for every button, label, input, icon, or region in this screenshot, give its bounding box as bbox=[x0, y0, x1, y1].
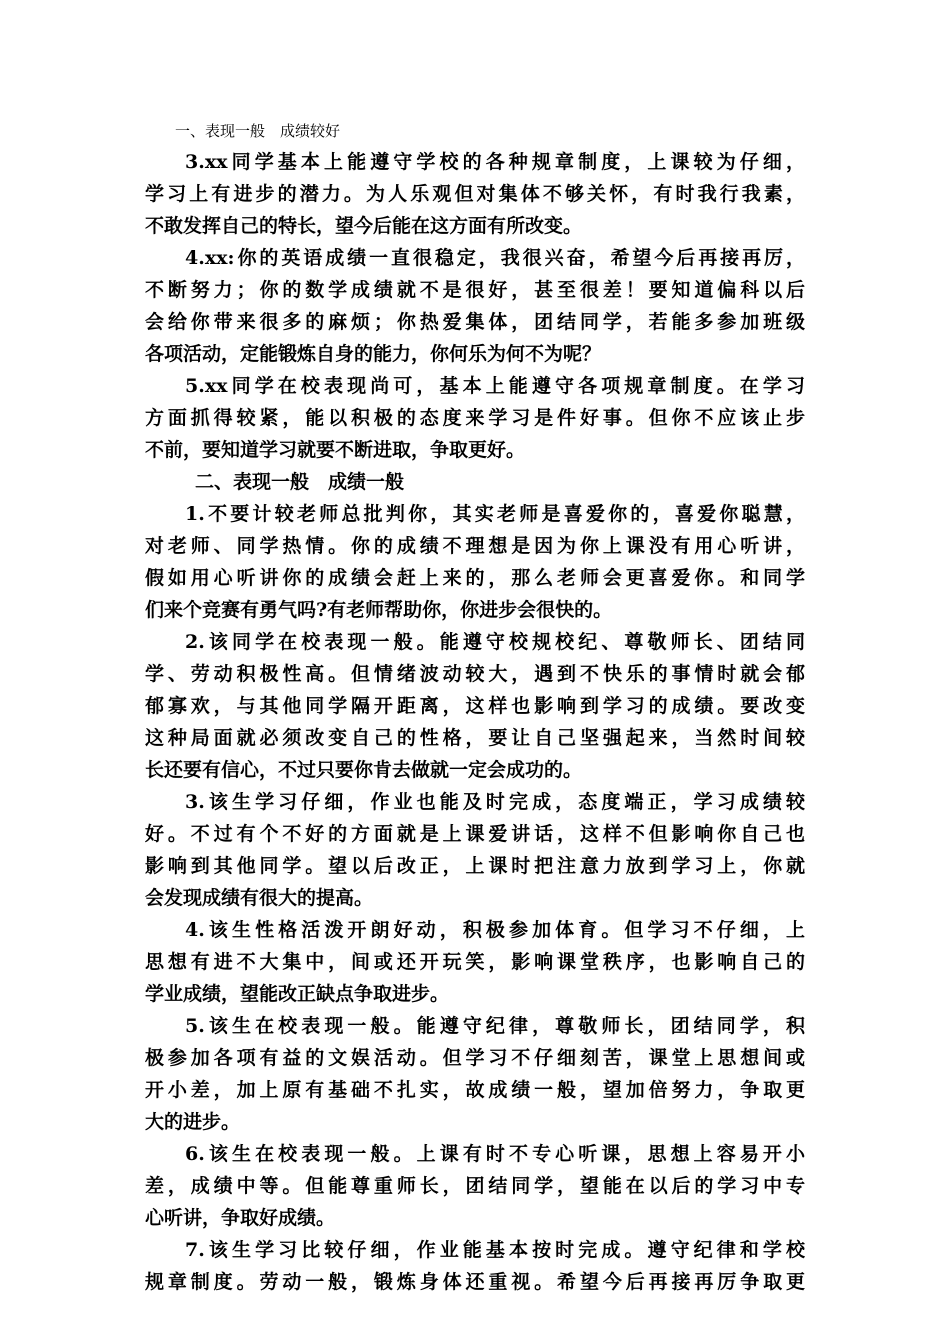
text-line: 开小差，加上原有基础不扎实，故成绩一般，望加倍努力，争取更 bbox=[145, 1079, 805, 1101]
comment-paragraph bbox=[145, 1138, 805, 1234]
text-line: 会给你带来很多的麻烦；你热爱集体，团结同学，若能多参加班级 bbox=[145, 311, 805, 333]
text-line: 4.xx:你的英语成绩一直很稳定，我很兴奋，希望今后再接再厉， bbox=[185, 247, 805, 269]
section-heading: 二、表现一般 成绩一般 bbox=[195, 471, 405, 493]
text-line: 思想有进不大集中，间或还开玩笑，影响课堂秩序，也影响自己的 bbox=[145, 951, 805, 973]
text-line: 大的进步。 bbox=[145, 1111, 241, 1133]
text-line: 各项活动，定能锻炼自身的能力，你何乐为何不为呢？ bbox=[145, 343, 602, 365]
text-line: 不前，要知道学习就要不断进取，争取更好。 bbox=[145, 439, 526, 461]
text-line: 1.不要计较老师总批判你，其实老师是喜爱你的，喜爱你聪慧， bbox=[185, 503, 805, 525]
comment-paragraph bbox=[145, 1234, 805, 1298]
text-line: 影响到其他同学。望以后改正，上课时把注意力放到学习上，你就 bbox=[145, 855, 805, 877]
text-line: 5.xx同学在校表现尚可，基本上能遵守各项规章制度。在学习 bbox=[185, 375, 805, 397]
text-line: 2.该同学在校表现一般。能遵守校规校纪、尊敬师长、团结同 bbox=[185, 631, 805, 653]
text-line: 7.该生学习比较仔细，作业能基本按时完成。遵守纪律和学校 bbox=[185, 1239, 805, 1261]
text-line: 会发现成绩有很大的提高。 bbox=[145, 887, 374, 909]
text-line: 好。不过有个不好的方面就是上课爱讲话，这样不但影响你自己也 bbox=[145, 823, 805, 845]
text-line: 规章制度。劳动一般，锻炼身体还重视。希望今后再接再厉争取更 bbox=[145, 1271, 805, 1293]
text-line: 假如用心听讲你的成绩会赶上来的，那么老师会更喜爱你。和同学 bbox=[145, 567, 805, 589]
text-line: 3.该生学习仔细，作业也能及时完成，态度端正，学习成绩较 bbox=[185, 791, 805, 813]
text-line: 极参加各项有益的文娱活动。但学习不仔细刻苦，课堂上思想间或 bbox=[145, 1047, 805, 1069]
text-line: 学、劳动积极性高。但情绪波动较大，遇到不快乐的事情时就会郁 bbox=[145, 663, 805, 685]
comment-paragraph bbox=[145, 786, 805, 914]
text-line: 长还要有信心，不过只要你肯去做就一定会成功的。 bbox=[145, 759, 583, 781]
comment-paragraph bbox=[145, 1010, 805, 1138]
text-line: 差，成绩中等。但能尊重师长，团结同学，望能在以后的学习中专 bbox=[145, 1175, 805, 1197]
text-line: 郁寡欢，与其他同学隔开距离，这样也影响到学习的成绩。要改变 bbox=[145, 695, 805, 717]
text-line: 3.xx同学基本上能遵守学校的各种规章制度，上课较为仔细， bbox=[185, 151, 805, 173]
text-line: 这种局面就必须改变自己的性格，要让自己坚强起来，当然时间较 bbox=[145, 727, 805, 749]
comment-paragraph bbox=[145, 370, 805, 466]
text-line: 学习上有进步的潜力。为人乐观但对集体不够关怀，有时我行我素， bbox=[145, 183, 805, 205]
text-line: 学业成绩，望能改正缺点争取进步。 bbox=[145, 983, 450, 1005]
text-line: 不敢发挥自己的特长，望今后能在这方面有所改变。 bbox=[145, 215, 583, 237]
text-line: 不断努力；你的数学成绩就不是很好，甚至很差！要知道偏科以后 bbox=[145, 279, 805, 301]
text-line: 心听讲，争取好成绩。 bbox=[145, 1207, 336, 1229]
comment-paragraph bbox=[145, 146, 805, 242]
comment-paragraph bbox=[145, 626, 805, 786]
comment-paragraph bbox=[145, 914, 805, 1010]
text-line: 4.该生性格活泼开朗好动，积极参加体育。但学习不仔细，上 bbox=[185, 919, 805, 941]
comment-paragraph bbox=[145, 242, 805, 370]
text-line: 6.该生在校表现一般。上课有时不专心听课，思想上容易开小 bbox=[185, 1143, 805, 1165]
text-line: 5.该生在校表现一般。能遵守纪律，尊敬师长，团结同学，积 bbox=[185, 1015, 805, 1037]
text-line: 方面抓得较紧，能以积极的态度来学习是件好事。但你不应该止步 bbox=[145, 407, 805, 429]
document-body bbox=[145, 116, 805, 1298]
text-line: 们来个竞赛有勇气吗?有老师帮助你，你进步会很快的。 bbox=[145, 599, 613, 621]
text-line: 对老师、同学热情。你的成绩不理想是因为你上课没有用心听讲， bbox=[145, 535, 805, 557]
comment-paragraph bbox=[145, 498, 805, 626]
section-heading: 一、表现一般 成绩较好 bbox=[175, 122, 341, 140]
